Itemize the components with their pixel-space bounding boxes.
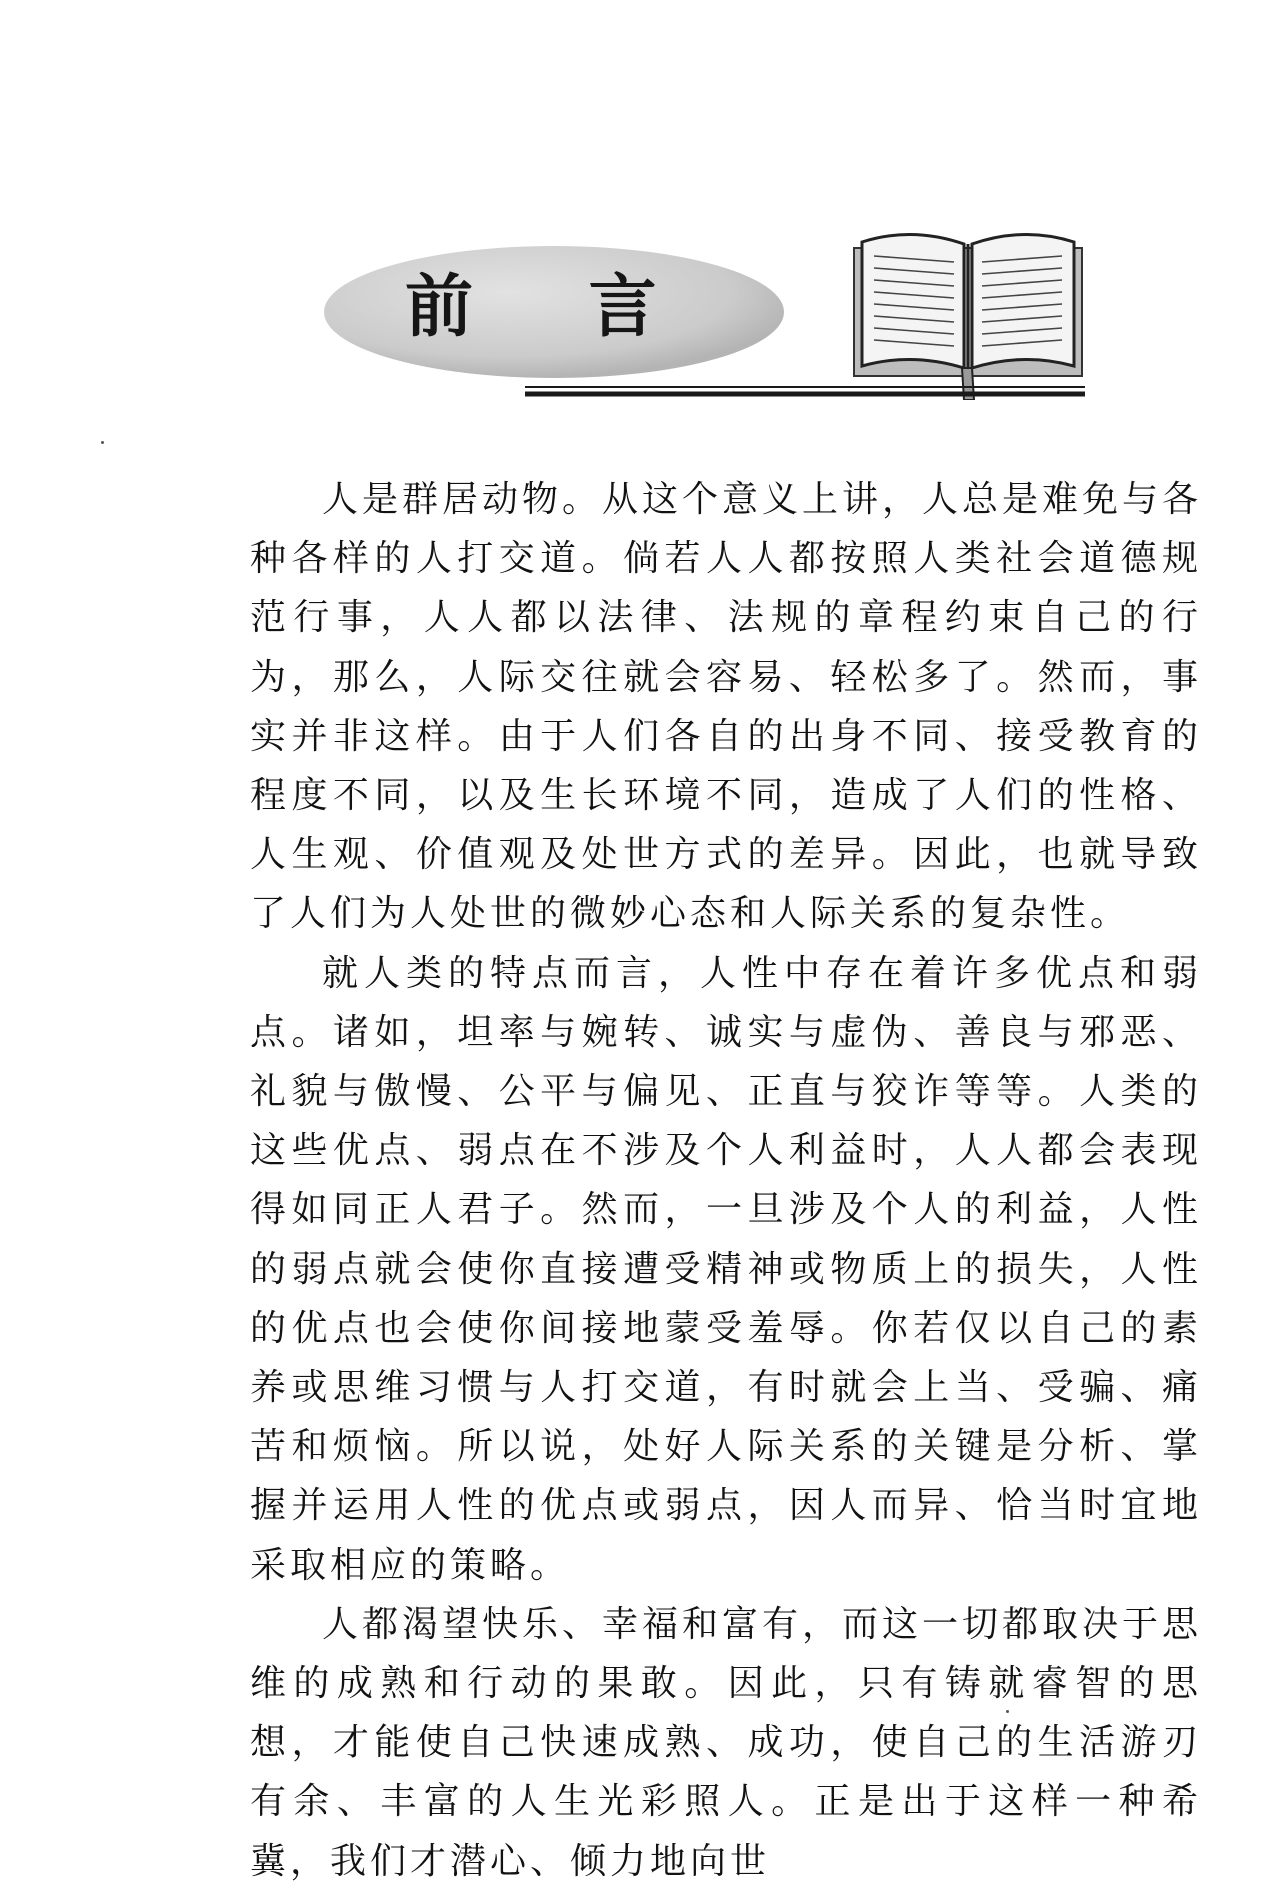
- page-header: [0, 0, 1272, 420]
- heading-rule: [525, 384, 1085, 400]
- preface-body: [250, 470, 1202, 1891]
- paragraph: 人都渴望快乐、幸福和富有，而这一切都取决于思维的成熟和行动的果敢。因此，只有铸就睿智的思想，才能使自己快速成熟、成功，使自己的生活游刃有余、丰富的人生光彩照人。正是出于这样一种希冀，我们才潜心、倾力地向世: [250, 1603, 1203, 1882]
- paragraph: 人是群居动物。从这个意义上讲，人总是难免与各种各样的人打交道。倘若人人都按照人类社会道德规范行事，人人都以法律、法规的章程约束自己的行为，那么，人际交往就会容易、轻松多了。然而，事实并非这样。由于人们各自的出身不同、接受教育的程度不同，以及生长环境不同，造成了人们的性格、人生观、价值观及处世方式的差异。因此，也就导致了人们为人处世的微妙心态和人际关系的复杂性。: [250, 479, 1203, 935]
- page-title: 前 言: [405, 267, 703, 347]
- scan-speck: [101, 441, 104, 444]
- paragraph: 就人类的特点而言，人性中存在着许多优点和弱点。诸如，坦率与婉转、诚实与虚伪、善良与邪恶、礼貌与傲慢、公平与偏见、正直与狡诈等等。人类的这些优点、弱点在不涉及个人利益时，人人都会表现得如同正人君子。然而，一旦涉及个人的利益，人性的弱点就会使你直接遭受精神或物质上的损失，人性的优点也会使你间接地蒙受羞辱。你若仅以自己的素养或思维习惯与人打交道，有时就会上当、受骗、痛苦和烦恼。所以说，处好人际关系的关键是分析、掌握并运用人性的优点或弱点，因人而异、恰当时宜地采取相应的策略。: [250, 952, 1202, 1586]
- open-book-icon: [852, 218, 1084, 400]
